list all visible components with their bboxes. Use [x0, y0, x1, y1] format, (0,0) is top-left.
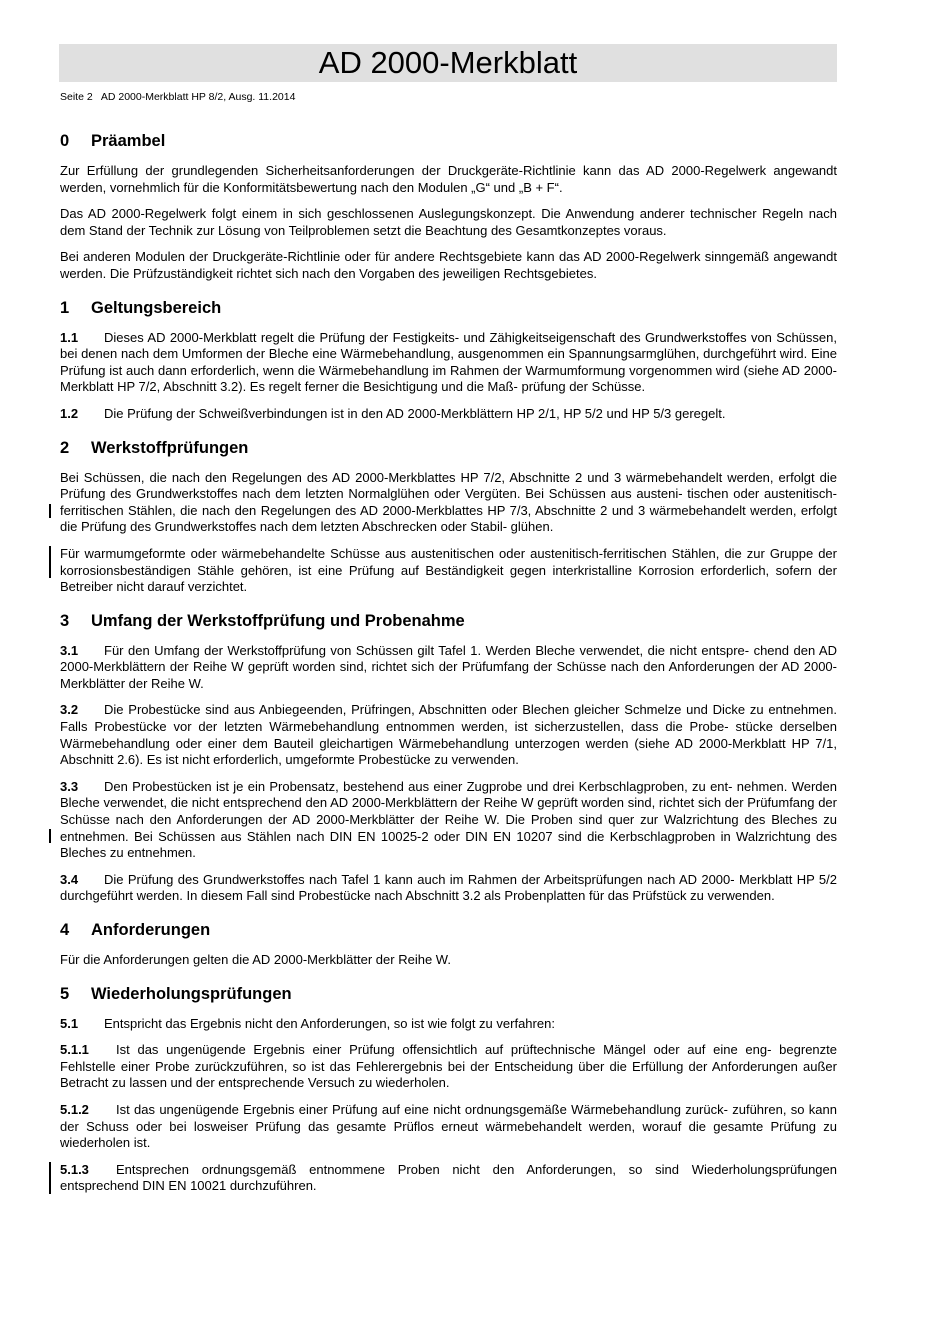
section-5	[60, 983, 837, 1195]
paragraph-number: 5.1.3	[60, 1161, 89, 1177]
document-body	[60, 130, 837, 1209]
paragraph: Für warmumgeformte oder wärmebehandelte Schüsse aus austenitischen oder austenitisch-ferritischen Stählen, die zur Gruppe der korrosionsbeständigen Stähle gehören, ist eine Prüfung auf Beständigkeit gegen interkristalline Korrosion erforderlich, sofern der Betreiber nicht darauf verzichtet.	[60, 546, 837, 596]
section-heading: 1 Geltungsbereich	[60, 298, 222, 317]
numbered-paragraph: 1.2 Die Prüfung der Schweißverbindungen ist in den AD 2000-Merkblättern HP 2/1, HP 5/2 und HP 5/3 geregelt.	[60, 405, 726, 421]
numbered-paragraph: 1.1 Dieses AD 2000-Merkblatt regelt die Prüfung der Festigkeits- und Zähigkeitseigenschaft des Grundwerkstoffes von Schüssen, bei denen nach dem Umformen der Bleche eine Wärmebehandlung, ausgenommen ein Spannungsarmglühen, durchgeführt wird. Eine Prüfung ist auch dann erforderlich, wenn die Wärmebehandlung im Rahmen der Warmumformung vorgenommen wird (siehe AD 2000-Merkblatt HP 7/2, Abschnitt 3.2). Es regelt ferner die Besichtigung und die Maß- prüfung der Schüsse.	[60, 329, 837, 395]
page-info: Seite 2 AD 2000-Merkblatt HP 8/2, Ausg. 11.2014	[60, 91, 296, 103]
document-header-bar	[59, 44, 837, 82]
section-heading: 5 Wiederholungsprüfungen	[60, 984, 292, 1003]
numbered-paragraph: 3.3 Den Probestücken ist je ein Probensatz, bestehend aus einer Zugprobe und drei Kerbschlagproben, zu ent- nehmen. Werden Bleche verwendet, die nicht entsprechend den AD 2000-Merkblättern der Reihe W geprüft worden sind, richtet sich der Prüfumfang der Schüsse nach den Anforderungen der AD 2000-Merkblätter der Reihe W. Die Proben sind quer zur Walzrichtung des Bleches zu entnehmen. Bei Schüssen aus Stählen nach DIN EN 10025-2 oder DIN EN 10207 sind die Kerbschlagproben in Walzrichtung des Bleches zu entnehmen.	[60, 779, 837, 862]
paragraph-number: 3.2	[60, 702, 79, 718]
paragraph: Zur Erfüllung der grundlegenden Sicherheitsanforderungen der Druckgeräte-Richtlinie kann das AD 2000-Regelwerk angewandt werden, vornehmlich für die Konformitätsbewertung nach den Modulen „G“ und „B + F“.	[60, 163, 837, 195]
numbered-paragraph: 5.1 Entspricht das Ergebnis nicht den Anforderungen, so ist wie folgt zu verfahren:	[60, 1015, 555, 1031]
paragraph-number: 5.1.1	[60, 1042, 89, 1058]
paragraph-number: 3.3	[60, 778, 79, 794]
paragraph: Das AD 2000-Regelwerk folgt einem in sich geschlossenen Auslegungskonzept. Die Anwendung anderer technischer Regeln nach dem Stand der Technik zur Lösung von Teilproblemen setzt die Beachtung des Gesamtkonzeptes voraus.	[60, 206, 837, 238]
section-0	[60, 130, 837, 283]
paragraph-number: 1.2	[60, 405, 79, 421]
numbered-paragraph: 3.1 Für den Umfang der Werkstoffprüfung von Schüssen gilt Tafel 1. Werden Bleche verwendet, die nicht entspre- chend den AD 2000-Merkblättern der Reihe W geprüft worden sind, richtet sich der Prüfumfang der Schüsse nach den Anforderungen der AD 2000-Merkblätter der Reihe W.	[60, 642, 837, 691]
section-heading: 0 Präambel	[60, 132, 166, 150]
document-title: AD 2000-Merkblatt	[318, 45, 578, 80]
paragraph-number: 1.1	[60, 329, 79, 345]
paragraph-number: 3.1	[60, 642, 79, 658]
numbered-paragraph: 5.1.3 Entsprechen ordnungsgemäß entnommene Proben nicht den Anforderungen, so sind Wiederholungsprüfungen entsprechend DIN EN 10021 durchzuführen.	[60, 1162, 837, 1195]
change-bar	[49, 1162, 51, 1194]
section-3	[60, 610, 837, 905]
section-1	[60, 297, 837, 423]
numbered-paragraph: 3.4 Die Prüfung des Grundwerkstoffes nach Tafel 1 kann auch im Rahmen der Arbeitsprüfungen nach AD 2000- Merkblatt HP 5/2 durchgeführt werden. In diesem Fall sind Probestücke nach Abschnitt 3.2 als Probenplatten für das Prüfstück zu verwenden.	[60, 871, 837, 904]
paragraph: Für die Anforderungen gelten die AD 2000-Merkblätter der Reihe W.	[60, 952, 451, 967]
change-bar	[49, 504, 51, 518]
paragraph-number: 5.1.2	[60, 1101, 89, 1117]
section-heading: 4 Anforderungen	[60, 921, 211, 939]
section-heading: 3 Umfang der Werkstoffprüfung und Probenahme	[60, 611, 465, 630]
numbered-paragraph: 5.1.2 Ist das ungenügende Ergebnis einer Prüfung auf eine nicht ordnungsgemäße Wärmebehandlung zurück- zuführen, so kann der Schuss oder bei losweiser Prüfung das gesamte Prüflos erneut wärmebehandelt werden, worauf die gesamte Prüfung zu wiederholen ist.	[60, 1101, 837, 1151]
paragraph: Bei anderen Modulen der Druckgeräte-Richtlinie oder für andere Rechtsgebiete kann das AD 2000-Regelwerk sinngemäß angewandt werden. Die Prüfzuständigkeit richtet sich nach den Vorgaben des jeweiligen Rechtsgebietes.	[60, 249, 837, 281]
paragraph-number: 5.1	[60, 1015, 79, 1031]
numbered-paragraph: 3.2 Die Probestücke sind aus Anbiegeenden, Prüfringen, Abschnitten oder Blechen gleicher Schmelze und Dicke zu entnehmen. Falls Probestücke vor der letzten Wärmebehandlung entnommen werden, ist sicherzustellen, dass die Probe- stücke derselben Wärmebehandlung oder einer dem Bauteil gleichartigen Wärmebehandlung unterzogen werden (siehe AD 2000-Merkblatt HP 7/1, Abschnitt 2.6). Es ist nicht erforderlich, umgeformte Probestücke zu verwenden.	[60, 702, 837, 768]
paragraph-number: 3.4	[60, 871, 79, 887]
section-4	[60, 919, 837, 969]
change-bar	[49, 546, 51, 578]
section-2	[60, 437, 837, 596]
section-heading: 2 Werkstoffprüfungen	[60, 438, 249, 457]
change-bar	[49, 829, 51, 843]
paragraph: Bei Schüssen, die nach den Regelungen des AD 2000-Merkblattes HP 7/2, Abschnitte 2 und 3 wärmebehandelt werden, erfolgt die Prüfung des Grundwerkstoffes nach dem letzten Normalglühen oder Vergüten. Bei Schüssen aus austeni- tischen oder austenitisch-ferritischen Stählen, die nach den Regelungen des AD 2000-Merkblattes HP 7/3, Abschnitte 2 und 3 wärmebehandelt werden, erfolgt die Prüfung des Grundwerkstoffes nach dem letzten Abschrecken oder Stabil- glühen.	[60, 470, 837, 536]
numbered-paragraph: 5.1.1 Ist das ungenügende Ergebnis einer Prüfung offensichtlich auf prüftechnische Mängel oder auf eine eng- begrenzte Fehlstelle einer Probe zurückzuführen, so ist das Fehlerergebnis bei der Entscheidung über die Erfüllung der Anforderungen außer Betracht zu lassen und der entsprechende Versuch zu wiederholen.	[60, 1042, 837, 1091]
